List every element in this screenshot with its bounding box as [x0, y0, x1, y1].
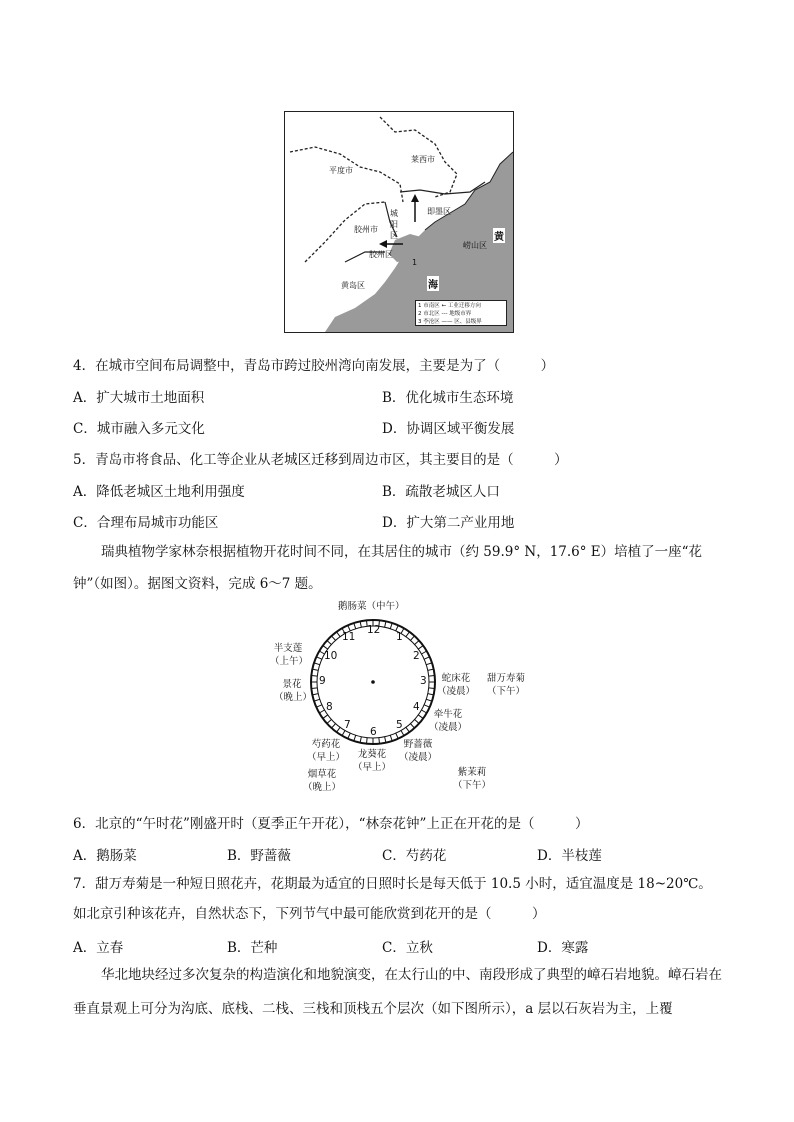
flower-time: （晚上） [274, 692, 313, 703]
clock-tick [312, 694, 318, 695]
clock-tick [360, 737, 361, 743]
flower-name: 烟草花 [307, 769, 337, 780]
clock-number-1: 1 [396, 631, 403, 643]
clock-tick [379, 738, 380, 744]
clock-tick [410, 724, 414, 728]
flower-label-zimoli [452, 766, 492, 792]
clock-tick [367, 738, 368, 744]
clock-tick [337, 727, 341, 732]
flower-label-shechuang [436, 672, 476, 698]
flower-label-top: 鹅肠菜（中午） [338, 601, 405, 612]
clock-tick [316, 657, 321, 659]
flower-time: （下午） [452, 780, 491, 791]
flower-name: 甜万寿菊 [486, 673, 525, 684]
flower-label-tianwanshouju [480, 672, 532, 698]
intro-paragraph-karst: 华北地块经过多次复杂的构造演化和地貌演变，在太行山的中、南段形成了典型的嶂石岩地貌。嶂石岩在垂直景观上可分为沟底、底栈、二栈、三栈和顶栈五个层次（如下图所示），a 层以石灰岩为主，上覆 [73, 967, 722, 1017]
question-7-option-a: A．立春 [73, 940, 124, 956]
clock-tick [428, 694, 434, 695]
flower-name: 半支莲 [273, 643, 303, 654]
question-4-option-b: B．优化城市生态环境 [382, 390, 514, 406]
map-label-yellow-sea-2: 海 [427, 276, 439, 291]
question-5-option-a: A．降低老城区土地利用强度 [73, 484, 245, 500]
clock-tick [429, 676, 435, 677]
map-legend [415, 300, 507, 326]
map-label-laixi: 莱西市 [411, 155, 435, 164]
clock-tick [319, 710, 324, 713]
clock-tick [415, 719, 419, 723]
question-7-option-d: D．寒露 [537, 940, 589, 956]
clock-tick [410, 636, 414, 640]
clock-tick [421, 651, 426, 654]
question-7-option-c: C．立秋 [382, 940, 433, 956]
question-7-option-b: B．芒种 [227, 940, 278, 956]
flower-time: （下午） [486, 686, 525, 697]
flower-time: （早上） [306, 752, 345, 763]
clock-tick [327, 719, 331, 723]
clock-tick [418, 646, 423, 650]
clock-tick [429, 688, 435, 689]
flower-label-banzhilian [270, 642, 309, 668]
flower-label-longkuihua [352, 748, 392, 774]
clock-tick [390, 735, 392, 741]
clock-tick [314, 663, 320, 665]
clock-tick [406, 632, 410, 637]
clock-tick [332, 724, 336, 728]
clock-number-9: 9 [319, 675, 326, 687]
clock-tick [418, 715, 423, 719]
question-4-option-c: C．城市融入多元文化 [73, 421, 205, 437]
clock-number-11: 11 [342, 631, 356, 643]
flower-time: （晚上） [302, 782, 341, 793]
flower-label-yeqiangwei [398, 738, 438, 764]
clock-tick [426, 663, 432, 665]
clock-tick [428, 669, 434, 670]
map-label-huangdao: 黄岛区 [341, 281, 365, 290]
map-label-jimo: 即墨区 [427, 207, 451, 216]
legend-row-2: 2 市北区 --- 地级市界 [418, 311, 472, 317]
flower-label-yancaohua [302, 768, 342, 794]
clock-tick [311, 688, 317, 689]
question-6-option-b: B．野蔷薇 [227, 848, 291, 864]
clock-tick [424, 657, 429, 659]
clock-tick [332, 636, 336, 640]
flower-name: 牵牛花 [433, 709, 463, 720]
legend-row-3: 3 李沧区 —— 区、县级界 [418, 319, 482, 325]
map-label-yellow-sea-1: 黄 [493, 228, 505, 243]
map-label-num1: 1 [412, 258, 418, 267]
question-6-option-c: C．芍药花 [382, 848, 447, 864]
map-label-chengyang: 城阳区 [390, 209, 398, 240]
map-label-jiaozhou-city: 胶州市 [354, 225, 378, 234]
clock-tick [323, 715, 328, 719]
clock-tick [426, 699, 432, 701]
clock-number-5: 5 [396, 719, 403, 731]
clock-number-3: 3 [420, 675, 427, 687]
clock-tick [316, 705, 321, 707]
flower-name: 龙葵花 [357, 749, 387, 760]
clock-tick [327, 641, 331, 645]
flower-time: （凌晨） [398, 752, 437, 763]
clock-tick [401, 730, 404, 735]
question-4-stem: 4．在城市空间布局调整中，青岛市跨过胶州湾向南发展，主要是为了（ ） [73, 358, 555, 374]
question-5-option-b: B．疏散老城区人口 [382, 484, 500, 500]
question-4-option-a: A．扩大城市土地面积 [73, 390, 205, 406]
clock-number-10: 10 [324, 650, 338, 662]
question-7-stem: 7．甜万寿菊是一种短日照花卉，花期最为适宜的日照时长是每天低于 10.5 小时，适宜温度是 18~20℃。如北京引种该花卉，自然状态下，下列节气中最可能欣赏到花开的是（ ） [73, 876, 712, 922]
flower-clock-figure [270, 598, 536, 794]
question-4-option-d: D．协调区域平衡发展 [382, 421, 515, 437]
clock-number-6: 6 [370, 726, 377, 738]
clock-number-7: 7 [344, 719, 351, 731]
clock-tick [314, 699, 320, 701]
clock-tick [421, 710, 426, 713]
flower-name: 野蔷薇 [403, 739, 433, 750]
map-label-jiaozhou-district: 胶州区 [369, 250, 393, 259]
question-6-option-d: D．半枝莲 [537, 848, 602, 864]
clock-tick [385, 621, 386, 627]
qingdao-map [284, 111, 514, 333]
flower-label-jinghua [274, 678, 313, 704]
flower-label-shaoyaohua [306, 738, 346, 764]
map-label-laoshan: 崂山区 [463, 241, 487, 250]
clock-tick [337, 632, 341, 637]
map-label-pingdu: 平度市 [329, 166, 353, 175]
question-5-stem: 5．青岛市将食品、化工等企业从老城区迁移到周边市区，其主要目的是（ ） [73, 452, 568, 468]
flower-time: （凌晨） [428, 722, 467, 733]
flower-name: 紫茉莉 [457, 767, 487, 778]
flower-label-qianniuhua [428, 708, 468, 734]
flower-time: （上午） [270, 656, 309, 667]
clock-tick [323, 646, 328, 650]
flower-time: （早上） [352, 762, 391, 773]
clock-tick [360, 621, 361, 627]
clock-number-2: 2 [413, 650, 420, 662]
intro-paragraph-6-7: 瑞典植物学家林奈根据植物开花时间不同，在其居住的城市（约 59.9° N，17.6° E）培植了一座“花钟”（如图）。据图文资料，完成 6～7 题。 [73, 544, 703, 592]
question-5-option-d: D．扩大第二产业用地 [382, 515, 515, 531]
clock-number-4: 4 [413, 701, 420, 713]
flower-name: 景花 [282, 679, 302, 690]
clock-tick [354, 735, 356, 741]
clock-number-12: 12 [367, 624, 381, 636]
question-5-option-c: C．合理布局城市功能区 [73, 515, 219, 531]
map-drawing [285, 112, 513, 332]
question-6-stem: 6．北京的“午时花”刚盛开时（夏季正午开花），“林奈花钟”上正在开花的是（ ） [73, 816, 589, 832]
clock-tick [390, 623, 392, 629]
clock-tick [354, 623, 356, 629]
clock-tick [348, 733, 350, 738]
clock-tick [415, 641, 419, 645]
clock-number-8: 8 [326, 701, 333, 713]
flower-name: 蛇床花 [441, 673, 471, 684]
clock-center-dot [371, 680, 375, 684]
legend-row-1: 1 市南区 ← 工业迁移方向 [418, 303, 481, 309]
flower-time: （凌晨） [436, 686, 475, 697]
clock-tick [312, 669, 318, 670]
clock-tick [311, 676, 317, 677]
question-6-option-a: A．鹅肠菜 [73, 848, 137, 864]
flower-name: 芍药花 [311, 739, 341, 750]
clock-tick [342, 730, 345, 735]
clock-tick [424, 705, 429, 707]
clock-tick [385, 737, 386, 743]
clock-tick [406, 727, 410, 732]
